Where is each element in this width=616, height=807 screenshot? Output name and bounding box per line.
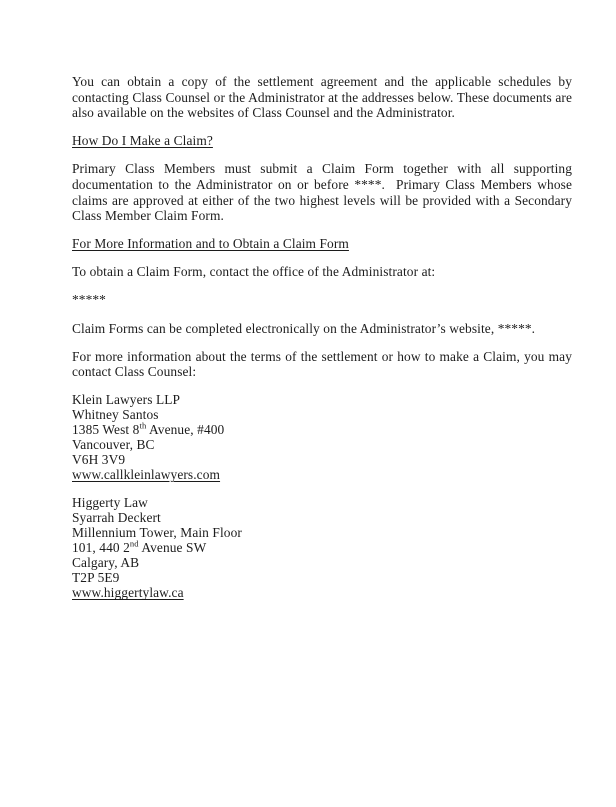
contact-line: 1385 West 8th Avenue, #400: [72, 420, 225, 438]
contact-address-lines: [72, 392, 572, 467]
paragraph-electronic-claim-forms: Claim Forms can be completed electronically on the Administrator’s website, *****.: [72, 320, 536, 336]
section-heading-how-to-make-claim: How Do I Make a Claim?: [72, 133, 213, 149]
paragraph-obtain-claim-form: To obtain a Claim Form, contact the office of the Administrator at:: [72, 264, 436, 280]
contact-line: Millennium Tower, Main Floor: [72, 525, 242, 541]
contact-line: Calgary, AB: [72, 555, 140, 571]
contact-block-klein-lawyers: [72, 392, 572, 483]
contact-block-higgerty-law: [72, 495, 572, 601]
contact-line: T2P 5E9: [72, 570, 120, 586]
section-heading-more-information: For More Information and to Obtain a Claim Form: [72, 236, 349, 252]
document-content: [72, 74, 572, 614]
contact-website-higgerty: www.higgertylaw.ca: [72, 585, 184, 601]
contact-line: V6H 3V9: [72, 452, 126, 468]
contact-line: Syarrah Deckert: [72, 510, 161, 526]
contact-line: Vancouver, BC: [72, 437, 155, 453]
contact-website-klein: www.callkleinlawyers.com: [72, 467, 221, 483]
contact-address-lines: [72, 495, 572, 585]
paragraph-obtain-settlement-copy: You can obtain a copy of the settlement agreement and the applicable schedules by contacting Class Counsel or the Administrator at the addresses below. These documents are also available on the websites of Class Counsel and the Administrator.: [72, 74, 572, 121]
contact-line: 101, 440 2nd Avenue SW: [72, 538, 207, 556]
paragraph-contact-class-counsel: For more information about the terms of the settlement or how to make a Claim, you may contact Class Counsel:: [72, 348, 572, 380]
paragraph-claim-submission: Primary Class Members must submit a Claim Form together with all supporting documentation to the Administrator on or before ****. Primary Class Members whose claims are approved at either of the two highest levels will be provided with a Secondary Class Member Claim Form.: [72, 161, 572, 224]
redacted-administrator-address: *****: [72, 292, 106, 308]
contact-line: Whitney Santos: [72, 407, 159, 423]
contact-line: Klein Lawyers LLP: [72, 392, 181, 408]
contact-line: Higgerty Law: [72, 495, 148, 511]
